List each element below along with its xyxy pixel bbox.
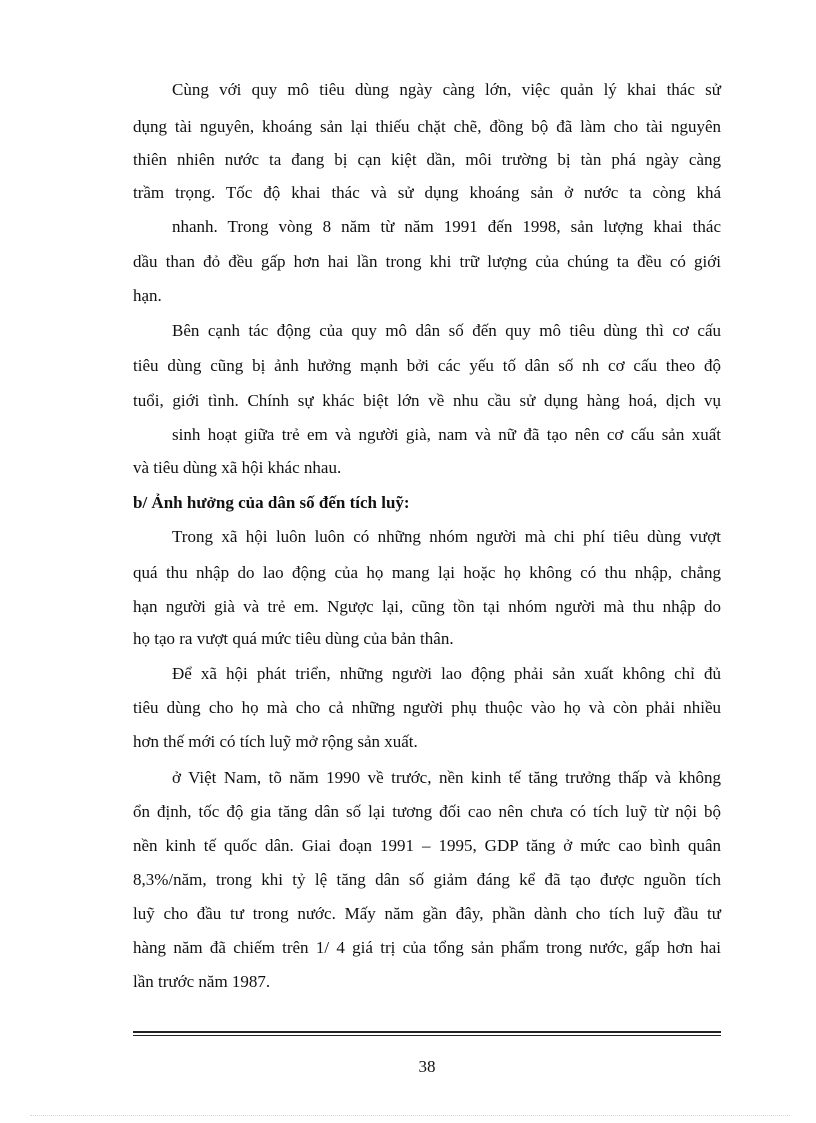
text-line: luỹ cho đầu tư trong nước. Mấy năm gần đây, phần dành cho tích luỹ đầu tư bbox=[133, 904, 721, 923]
footer-rule bbox=[133, 1035, 721, 1036]
text-line: nền kinh tế quốc dân. Giai đoạn 1991 – 1995, GDP tăng ở mức cao bình quân bbox=[133, 836, 721, 855]
text-line: dầu than đỏ đều gấp hơn hai lần trong khi trữ lượng của chúng ta đều có giới bbox=[133, 252, 721, 271]
text-line: họ tạo ra vượt quá mức tiêu dùng của bản thân. bbox=[133, 629, 454, 648]
text-line: dụng tài nguyên, khoáng sản lại thiếu chặt chẽ, đồng bộ đã làm cho tài nguyên bbox=[133, 117, 721, 136]
text-line: hạn người già và trẻ em. Ngược lại, cũng tồn tại nhóm người mà thu nhập do bbox=[133, 597, 721, 616]
section-heading: b/ Ảnh hưởng của dân số đến tích luỹ: bbox=[133, 493, 410, 512]
text-line: Cùng với quy mô tiêu dùng ngày càng lớn, việc quản lý khai thác sử bbox=[172, 80, 721, 99]
bottom-dotted-line bbox=[30, 1115, 790, 1116]
text-line: ổn định, tốc độ gia tăng dân số lại tương đối cao nên chưa có tích luỹ từ nội bộ bbox=[133, 802, 721, 821]
text-line: sinh hoạt giữa trẻ em và người già, nam và nữ đã tạo nên cơ cấu sản xuất bbox=[172, 425, 721, 444]
text-line: và tiêu dùng xã hội khác nhau. bbox=[133, 458, 342, 477]
text-line: hơn thế mới có tích luỹ mở rộng sản xuất. bbox=[133, 732, 418, 751]
text-line: lần trước năm 1987. bbox=[133, 972, 271, 991]
footer-rule bbox=[133, 1031, 721, 1033]
text-line: thiên nhiên nước ta đang bị cạn kiệt dần, môi trường bị tàn phá ngày càng bbox=[133, 150, 721, 169]
text-line: Trong xã hội luôn luôn có những nhóm người mà chi phí tiêu dùng vượt bbox=[172, 527, 721, 546]
text-line: Để xã hội phát triển, những người lao động phải sản xuất không chỉ đủ bbox=[172, 664, 721, 683]
text-line: tiêu dùng cũng bị ảnh hưởng mạnh bởi các yếu tố dân số nh cơ cấu theo độ bbox=[133, 356, 721, 375]
text-line: tiêu dùng cho họ mà cho cả những người phụ thuộc vào họ và còn phải nhiều bbox=[133, 698, 721, 717]
text-line: nhanh. Trong vòng 8 năm từ năm 1991 đến 1998, sản lượng khai thác bbox=[172, 217, 721, 236]
text-line: 8,3%/năm, trong khi tỷ lệ tăng dân số giảm đáng kể đã tạo được nguồn tích bbox=[133, 870, 721, 889]
text-line: Bên cạnh tác động của quy mô dân số đến quy mô tiêu dùng thì cơ cấu bbox=[172, 321, 721, 340]
text-line: trầm trọng. Tốc độ khai thác và sử dụng khoáng sản ở nước ta còng khá bbox=[133, 183, 721, 202]
page-number: 38 bbox=[418, 1057, 436, 1076]
text-line: tuổi, giới tình. Chính sự khác biệt lớn về nhu cầu sử dụng hàng hoá, dịch vụ bbox=[133, 391, 721, 410]
text-line: hàng năm đã chiếm trên 1/ 4 giá trị của tổng sản phẩm trong nước, gấp hơn hai bbox=[133, 938, 721, 957]
text-line: ở Việt Nam, tõ năm 1990 về trước, nền kinh tế tăng trưởng thấp và không bbox=[172, 768, 721, 787]
text-line: hạn. bbox=[133, 286, 162, 305]
text-line: quá thu nhập do lao động của họ mang lại hoặc họ không có thu nhập, chẳng bbox=[133, 563, 721, 582]
